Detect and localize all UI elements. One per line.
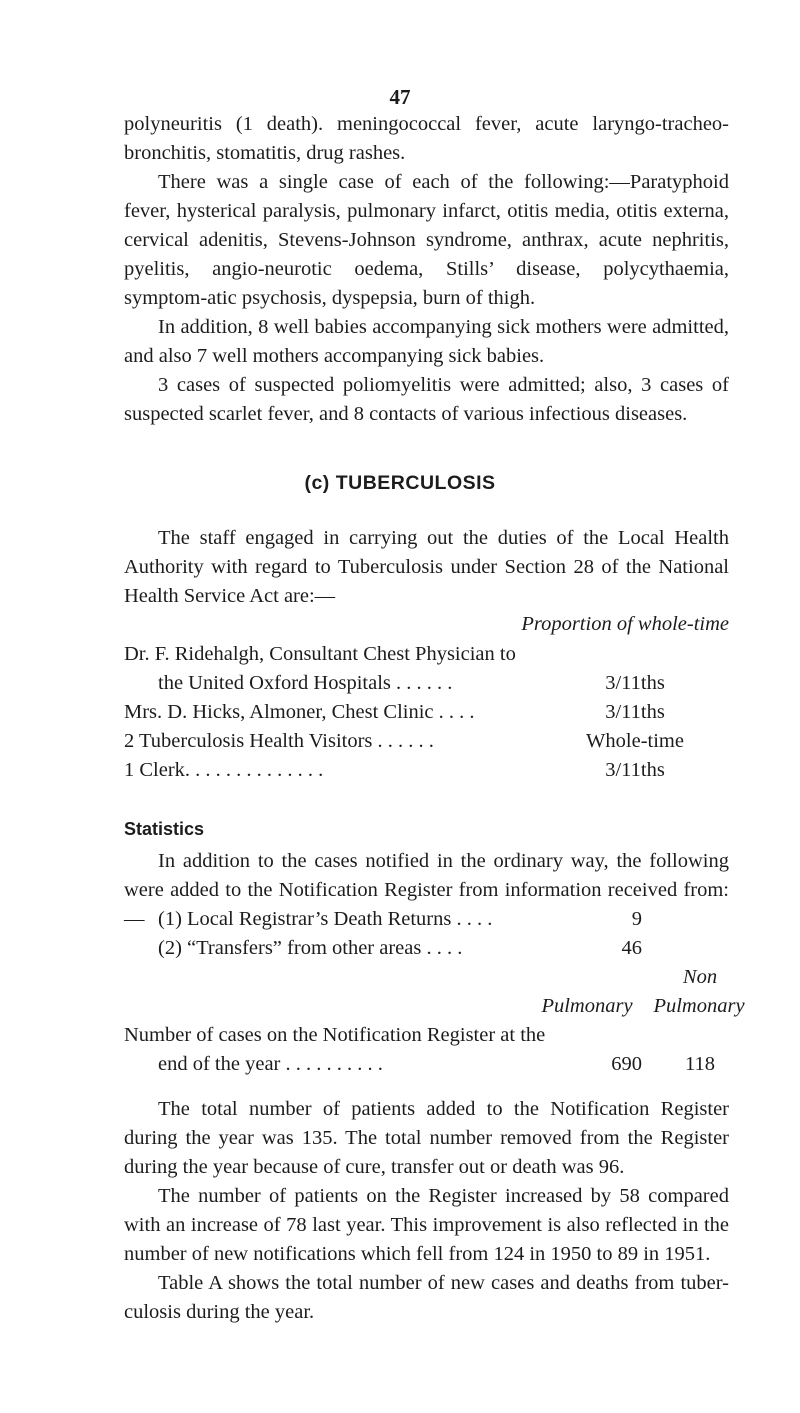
section-heading-tuberculosis: (c) TUBERCULOSIS bbox=[304, 472, 496, 494]
staff-row-1-line2: the United Oxford Hospitals . . . . . . bbox=[158, 672, 453, 694]
column-header-non-pulmonary: Pulmonary bbox=[653, 995, 745, 1017]
register-line-2: end of the year . . . . . . . . . . bbox=[158, 1053, 383, 1075]
statistics-item-2-label: (2) “Transfers” from other areas . . . . bbox=[158, 937, 463, 959]
staff-column-header: Proportion of whole-time bbox=[521, 613, 729, 635]
staff-row-2-value: 3/11ths bbox=[605, 701, 665, 723]
paragraph-text: There was a single case of each of the following:—Paratyphoid fever, hysterical paralysis, pulmonary infarct, otitis media, otitis externa, cervical adenitis, Stevens-Johnson syndrome, anthrax, acute nephritis, pyelitis, angio-neurotic oedema, Stills’ disease, polycythaemia, symptom-atic psychosis, dyspepsia, burn of thigh. bbox=[124, 171, 729, 309]
staff-row-3-value: Whole-time bbox=[586, 730, 684, 752]
paragraph-register-increase bbox=[124, 1182, 729, 1269]
paragraph-suspected-cases bbox=[124, 371, 729, 429]
paragraph-text: In addition to the cases notified in the ordinary way, the following were added to the Notification Register from information received from:— bbox=[124, 850, 729, 930]
register-non-pulmonary-value: 118 bbox=[685, 1053, 715, 1075]
staff-row-4-value: 3/11ths bbox=[605, 759, 665, 781]
paragraph-text: Table A shows the total number of new cases and deaths from tuber-culosis during the year. bbox=[124, 1272, 729, 1323]
register-line-1: Number of cases on the Notification Register at the bbox=[124, 1024, 546, 1046]
paragraph-register-totals bbox=[124, 1095, 729, 1182]
statistics-heading: Statistics bbox=[124, 819, 205, 839]
paragraph-well-babies bbox=[124, 313, 729, 371]
statistics-item-2-value: 46 bbox=[621, 937, 642, 959]
register-pulmonary-value: 690 bbox=[611, 1053, 642, 1075]
column-header-non: Non bbox=[682, 966, 718, 988]
staff-row-1-line1: Dr. F. Ridehalgh, Consultant Chest Physician to bbox=[124, 643, 516, 665]
paragraph-text: polyneuritis (1 death). meningococcal fever, acute laryngo-tracheo-bronchitis, stomatitis, drug rashes. bbox=[124, 113, 729, 164]
staff-row-3-label: 2 Tuberculosis Health Visitors . . . . . . bbox=[124, 730, 434, 752]
column-header-pulmonary: Pulmonary bbox=[541, 995, 633, 1017]
paragraph-text: The total number of patients added to the Notification Register during the year was 135. The total number removed from the Register during the year because of cure, transfer out or death was 96. bbox=[124, 1098, 729, 1178]
staff-row-1-value: 3/11ths bbox=[605, 672, 665, 694]
statistics-item-1-label: (1) Local Registrar’s Death Returns . . . . bbox=[158, 908, 493, 930]
staff-row-2-label: Mrs. D. Hicks, Almoner, Chest Clinic . . . . bbox=[124, 701, 475, 723]
paragraph-text: The staff engaged in carrying out the duties of the Local Health Authority with regard to Tuberculosis under Section 28 of the National Health Service Act are:— bbox=[124, 527, 729, 607]
paragraph-conditions-continued bbox=[124, 110, 729, 168]
paragraph-text: In addition, 8 well babies accompanying sick mothers were admitted, and also 7 well mothers accompanying sick babies. bbox=[124, 316, 729, 367]
page-number: 47 bbox=[389, 85, 411, 109]
paragraph-single-cases bbox=[124, 168, 729, 313]
paragraph-staff-intro bbox=[124, 524, 729, 611]
paragraph-text: The number of patients on the Register increased by 58 compared with an increase of 78 last year. This improvement is also reflected in the number of new notifications which fell from 124 in 1950 to 89 in 1951. bbox=[124, 1185, 729, 1265]
paragraph-text: 3 cases of suspected poliomyelitis were admitted; also, 3 cases of suspected scarlet fever, and 8 contacts of various infectious diseases. bbox=[124, 374, 729, 425]
statistics-item-1-value: 9 bbox=[631, 908, 642, 930]
paragraph-table-reference bbox=[124, 1269, 729, 1327]
staff-row-4-label: 1 Clerk. . . . . . . . . . . . . . bbox=[124, 759, 324, 781]
